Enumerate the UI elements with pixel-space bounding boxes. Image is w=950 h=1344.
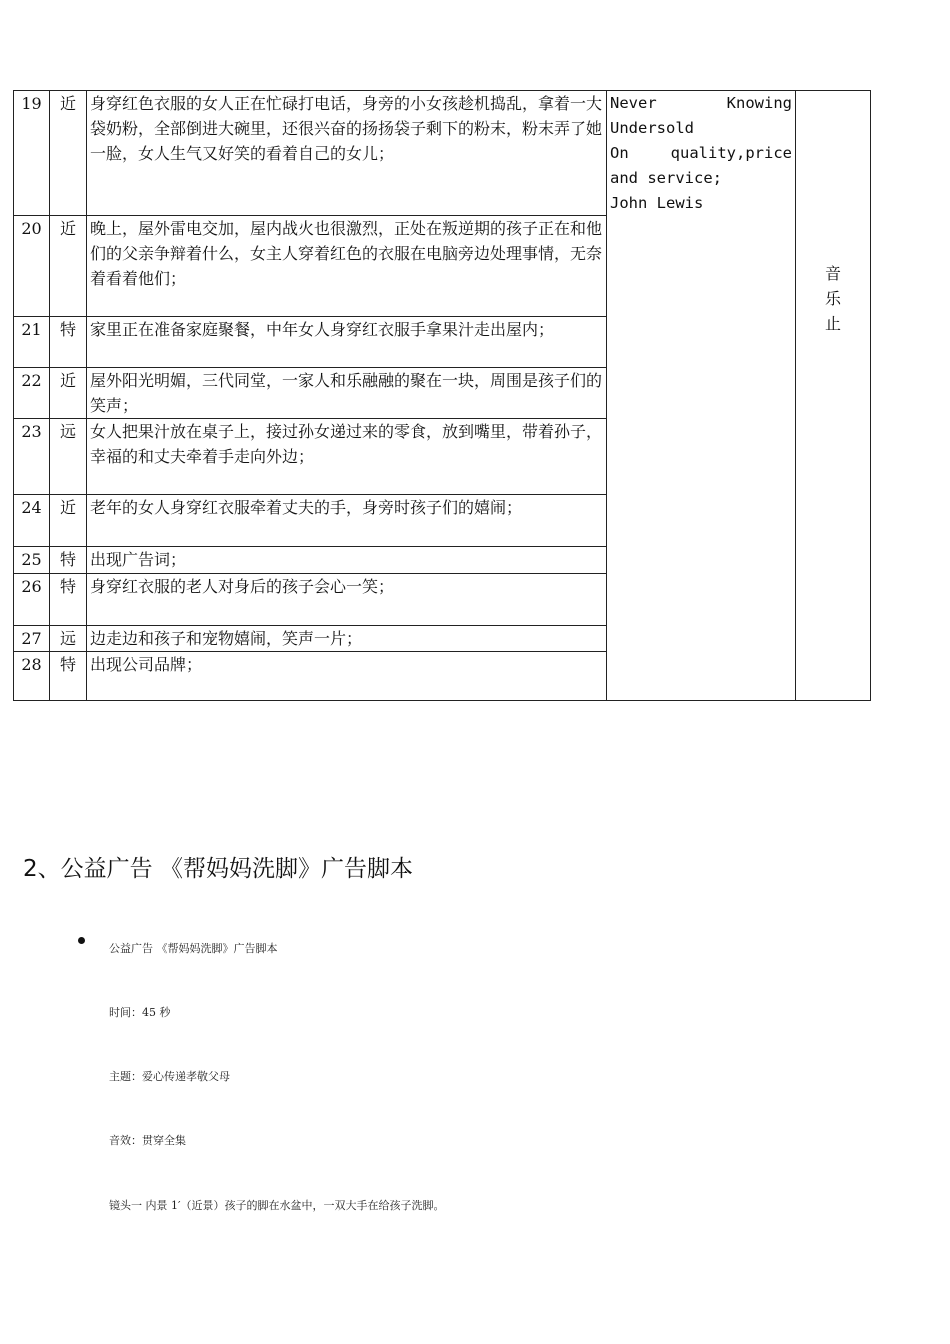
slogan-cell xyxy=(607,91,796,701)
shot-description: 出现公司品牌； xyxy=(87,652,607,701)
shot-number: 24 xyxy=(14,495,50,547)
shot-type: 近 xyxy=(50,495,87,547)
shot-number: 21 xyxy=(14,317,50,368)
shot-number: 26 xyxy=(14,574,50,626)
script-table xyxy=(13,90,871,701)
slogan-line: Undersold xyxy=(610,119,694,137)
shot-description: 女人把果汁放在桌子上，接过孙女递过来的零食，放到嘴里，带着孙子，幸福的和丈夫牵着手走向外边； xyxy=(87,419,607,495)
music-cell xyxy=(796,91,871,701)
slogan-line xyxy=(610,141,792,166)
shot-number: 22 xyxy=(14,368,50,419)
shot-type: 近 xyxy=(50,91,87,216)
sound-text: 音效：贯穿全集 xyxy=(109,1134,186,1147)
shot-type: 特 xyxy=(50,547,87,574)
table-row xyxy=(14,91,871,216)
shot-number: 23 xyxy=(14,419,50,495)
shot-description: 屋外阳光明媚，三代同堂，一家人和乐融融的聚在一块，周围是孩子们的笑声； xyxy=(87,368,607,419)
shot-type: 远 xyxy=(50,419,87,495)
shot-type: 近 xyxy=(50,368,87,419)
duration-text: 时间：45 秒 xyxy=(109,1006,171,1019)
slogan-line xyxy=(610,91,792,116)
shot-description: 家里正在准备家庭聚餐，中年女人身穿红衣服手拿果汁走出屋内； xyxy=(87,317,607,368)
section-title: 2、公益广告 《帮妈妈洗脚》广告脚本 xyxy=(23,856,413,882)
shot-description: 身穿红衣服的老人对身后的孩子会心一笑； xyxy=(87,574,607,626)
slogan-line: and service; xyxy=(610,169,722,187)
slogan-word: On xyxy=(610,144,629,162)
list-item: 公益广告 《帮妈妈洗脚》广告脚本 xyxy=(109,942,278,955)
shot-description: 身穿红色衣服的女人正在忙碌打电话，身旁的小女孩趁机捣乱，拿着一大袋奶粉，全部倒进大碗里，还很兴奋的扬扬袋子剩下的粉末，粉末弄了她一脸，女人生气又好笑的看着自己的女儿； xyxy=(87,91,607,216)
shot-description: 老年的女人身穿红衣服牵着丈夫的手，身旁时孩子们的嬉闹； xyxy=(87,495,607,547)
shot-number: 20 xyxy=(14,216,50,317)
shot-one-text: 镜头一 内景 1′（近景）孩子的脚在水盆中，一双大手在给孩子洗脚。 xyxy=(109,1199,445,1212)
shot-number: 28 xyxy=(14,652,50,701)
shot-description: 出现广告词； xyxy=(87,547,607,574)
shot-number: 25 xyxy=(14,547,50,574)
slogan-line: John Lewis xyxy=(610,194,704,212)
shot-number: 19 xyxy=(14,91,50,216)
shot-description: 边走边和孩子和宠物嬉闹，笑声一片； xyxy=(87,626,607,652)
slogan-word: quality,price xyxy=(670,144,792,162)
theme-text: 主题：爱心传递孝敬父母 xyxy=(109,1070,230,1083)
bullet-dot-icon xyxy=(78,937,85,944)
shot-description: 晚上，屋外雷电交加，屋内战火也很激烈，正处在叛逆期的孩子正在和他们的父亲争辩着什么，女主人穿着红色的衣服在电脑旁边处理事情，无奈着看着他们； xyxy=(87,216,607,317)
shot-type: 近 xyxy=(50,216,87,317)
shot-number: 27 xyxy=(14,626,50,652)
shot-type: 远 xyxy=(50,626,87,652)
shot-type: 特 xyxy=(50,652,87,701)
slogan-word: Knowing xyxy=(726,94,792,112)
slogan-word: Never xyxy=(610,94,657,112)
shot-type: 特 xyxy=(50,317,87,368)
shot-type: 特 xyxy=(50,574,87,626)
music-note: 音乐止 xyxy=(824,264,841,333)
